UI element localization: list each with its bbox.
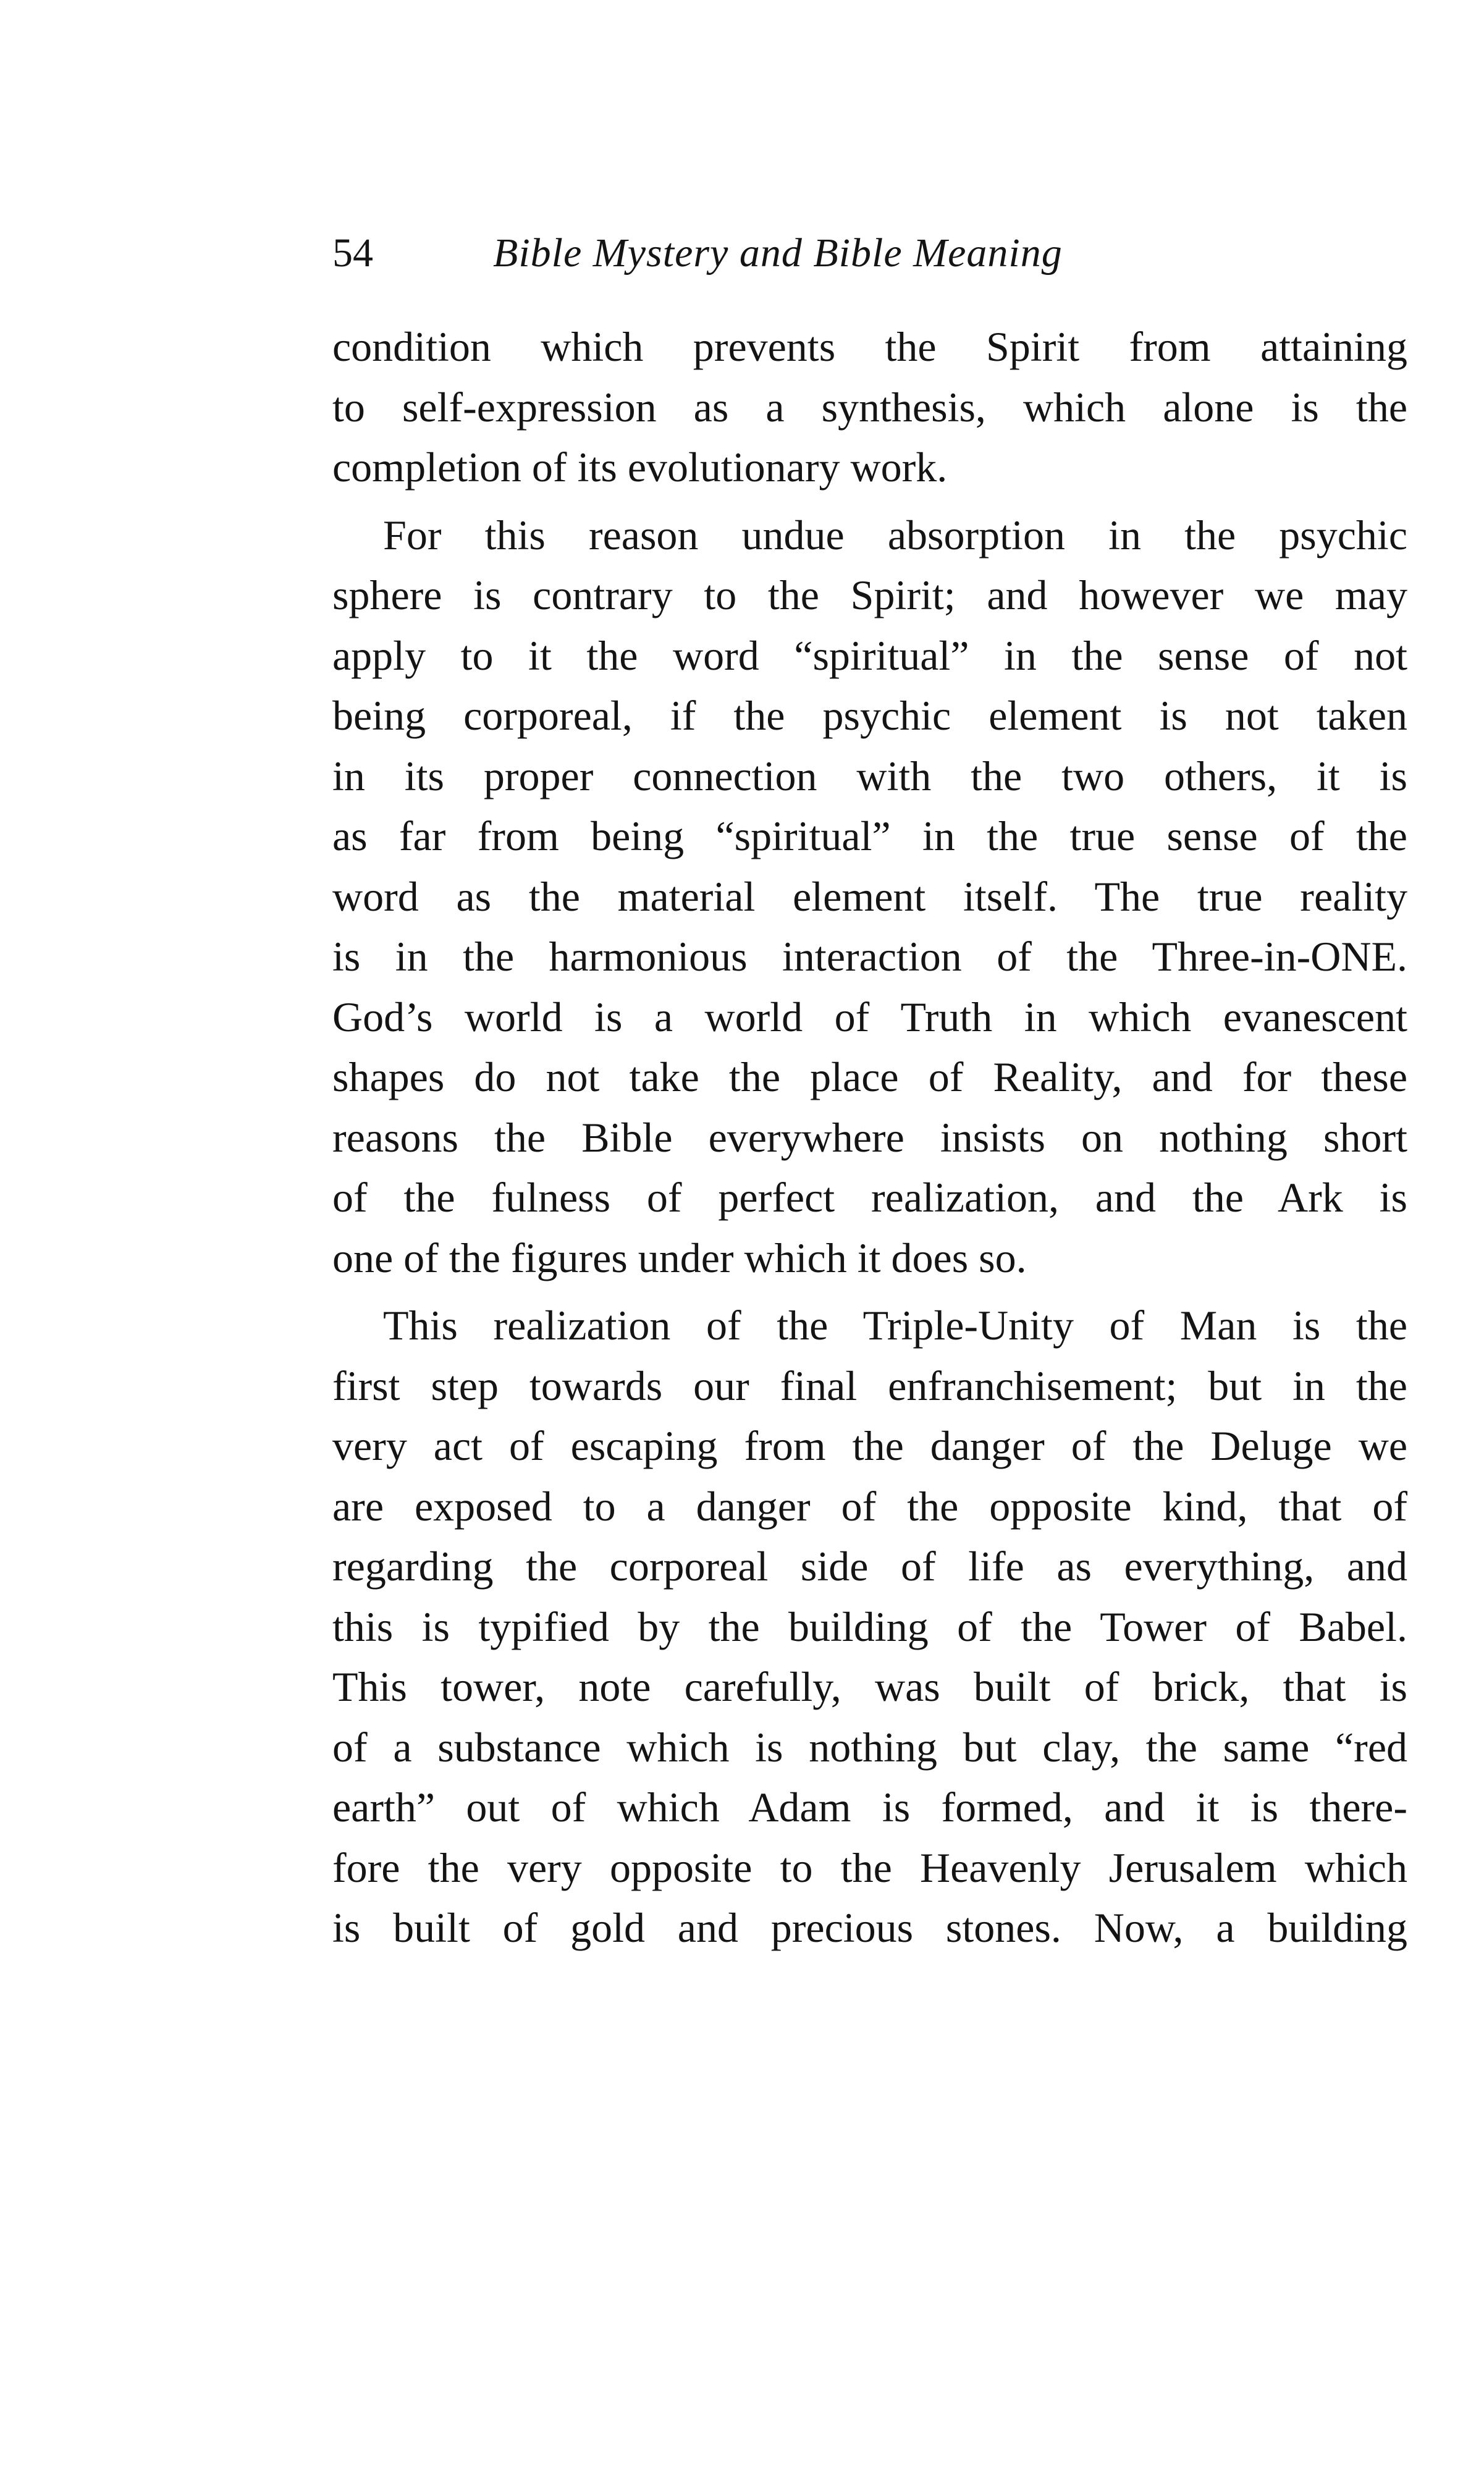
text-line: condition which prevents the Spirit from attaining bbox=[332, 323, 1407, 370]
text-line: regarding the corporeal side of life as everything, and bbox=[332, 1543, 1407, 1590]
text-line: sphere is contrary to the Spirit; and however we may bbox=[332, 571, 1407, 618]
text-line: to self-expression as a synthesis, which alone is the bbox=[332, 383, 1407, 431]
text-line: reasons the Bible everywhere insists on nothing short bbox=[332, 1113, 1407, 1161]
text-line: apply to it the word “spiritual” in the sense of not bbox=[332, 631, 1407, 679]
text-line: is built of gold and precious stones. Now, a building bbox=[332, 1904, 1407, 1951]
running-title: Bible Mystery and Bible Meaning bbox=[493, 230, 1063, 276]
text-line: earth” out of which Adam is formed, and it is there- bbox=[332, 1784, 1407, 1831]
text-line: For this reason undue absorption in the psychic bbox=[383, 511, 1407, 559]
text-line: fore the very opposite to the Heavenly Jerusalem which bbox=[332, 1844, 1407, 1891]
text-line: of the fulness of perfect realization, and the Ark is bbox=[332, 1174, 1407, 1221]
text-line: This tower, note carefully, was built of brick, that is bbox=[332, 1663, 1407, 1710]
running-head bbox=[332, 219, 1407, 287]
page-number: 54 bbox=[332, 230, 373, 276]
paragraph-3 bbox=[332, 1296, 1407, 1958]
text-line: This realization of the Triple-Unity of Man is the bbox=[383, 1302, 1407, 1349]
text-line: very act of escaping from the danger of the Deluge we bbox=[332, 1422, 1407, 1469]
text-line: this is typified by the building of the Tower of Babel. bbox=[332, 1603, 1407, 1650]
text-line: is in the harmonious interaction of the Three-in-ONE. bbox=[332, 933, 1407, 980]
text-line: as far from being “spiritual” in the true sense of the bbox=[332, 812, 1407, 859]
text-line: in its proper connection with the two others, it is bbox=[332, 752, 1407, 799]
text-line: word as the material element itself. The true reality bbox=[332, 872, 1407, 920]
text-line: being corporeal, if the psychic element is not taken bbox=[332, 692, 1407, 739]
text-line: first step towards our final enfranchisement; but in the bbox=[332, 1362, 1407, 1409]
text-line: of a substance which is nothing but clay, the same “red bbox=[332, 1723, 1407, 1771]
text-line: are exposed to a danger of the opposite kind, that of bbox=[332, 1482, 1407, 1530]
text-line: one of the figures under which it does so. bbox=[332, 1234, 1027, 1281]
text-line: shapes do not take the place of Reality, and for these bbox=[332, 1053, 1407, 1100]
text-line: God’s world is a world of Truth in which evanescent bbox=[332, 993, 1407, 1040]
text-line: completion of its evolutionary work. bbox=[332, 444, 948, 491]
paragraph-2 bbox=[332, 505, 1407, 1289]
paragraph-1 bbox=[332, 317, 1407, 498]
body-text bbox=[332, 317, 1407, 1966]
